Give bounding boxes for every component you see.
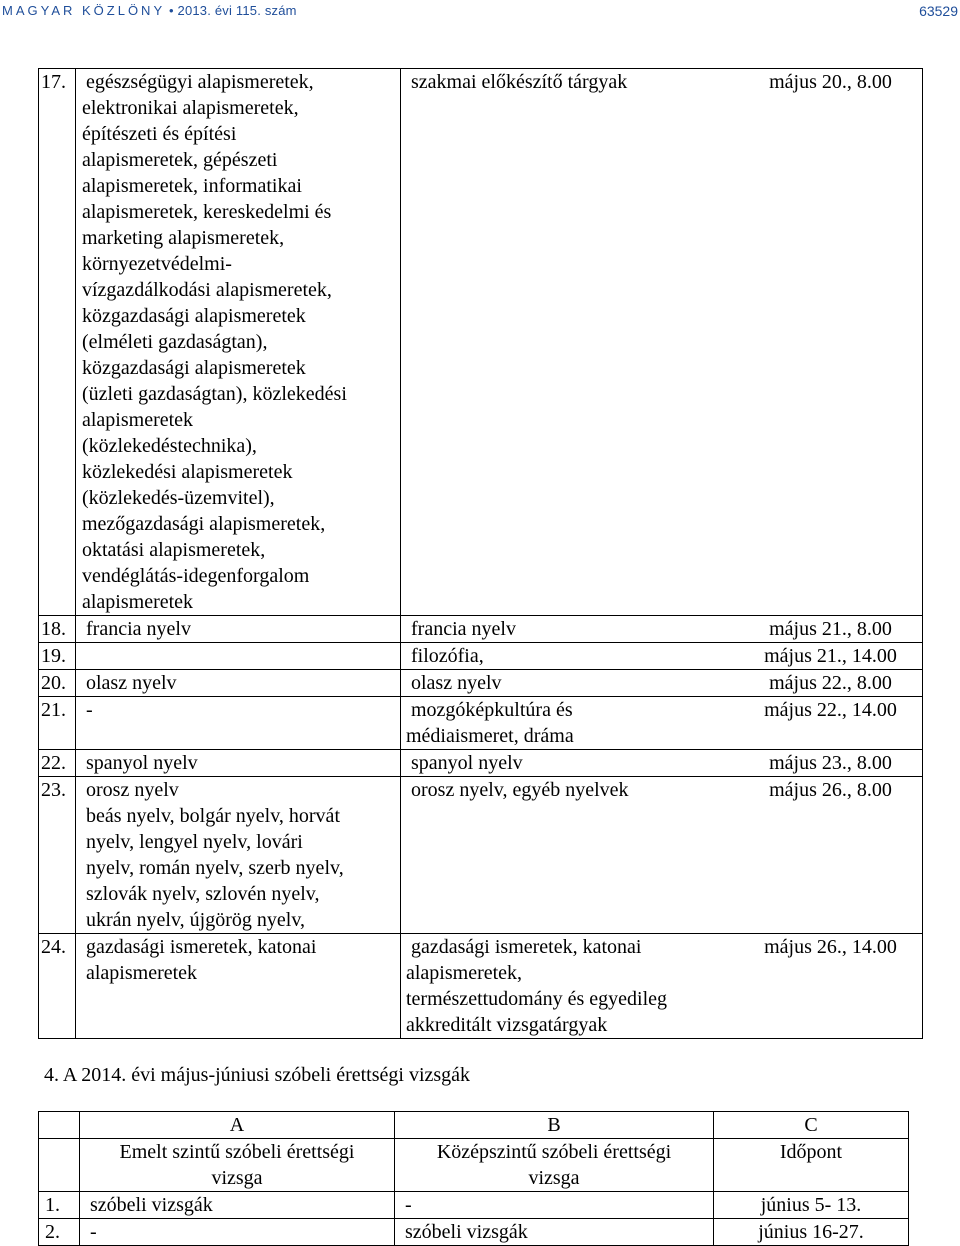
subject-line: közgazdasági alapismeretek <box>82 357 306 379</box>
page-number: 63529 <box>919 3 958 19</box>
exam-subject-cell <box>401 69 740 616</box>
exam-subject-line: spanyol nyelv <box>411 752 523 774</box>
issue-label: 2013. évi 115. szám <box>177 3 297 18</box>
exam-date: május 22., 14.00 <box>739 697 923 750</box>
subject-line: építészeti és építési <box>82 123 237 145</box>
exam-subject-line: akkreditált vizsgatárgyak <box>406 1014 608 1036</box>
subject-cell <box>76 616 401 643</box>
exam-subject-line: orosz nyelv, egyéb nyelvek <box>411 779 629 801</box>
subject-line: nyelv, román nyelv, szerb nyelv, <box>86 857 344 879</box>
subject-line: olasz nyelv <box>86 672 177 694</box>
table-row <box>39 69 923 616</box>
journal-info <box>2 3 297 18</box>
subject-line: egészségügyi alapismeretek, <box>86 71 314 93</box>
subject-line: beás nyelv, bolgár nyelv, horvát <box>86 805 340 827</box>
subject-cell <box>76 750 401 777</box>
exam-date: május 26., 14.00 <box>739 934 923 1039</box>
table-row <box>39 777 923 934</box>
subject-cell <box>76 934 401 1039</box>
exam-date: május 21., 14.00 <box>739 643 923 670</box>
table-row <box>39 934 923 1039</box>
cell-kozep: szóbeli vizsgák <box>395 1219 714 1246</box>
row-number: 17. <box>39 69 76 616</box>
subject-line: ukrán nyelv, újgörög nyelv, <box>86 909 306 931</box>
header-bullet: • <box>168 3 174 18</box>
row-number: 22. <box>39 750 76 777</box>
column-letter-a: A <box>80 1112 395 1139</box>
exam-date: május 26., 8.00 <box>739 777 923 934</box>
table-row <box>39 1192 909 1219</box>
subject-line: gazdasági ismeretek, katonai <box>86 936 317 958</box>
subject-cell <box>76 697 401 750</box>
exam-date: május 22., 8.00 <box>739 670 923 697</box>
exam-subject-line: természettudomány és egyedileg <box>406 988 668 1010</box>
row-number: 2. <box>39 1219 80 1246</box>
subject-line: francia nyelv <box>86 618 191 640</box>
exam-subject-line: filozófia, <box>411 645 484 667</box>
subject-line: közgazdasági alapismeretek <box>82 305 306 327</box>
column-letter-row <box>39 1112 909 1139</box>
column-letter-b: B <box>395 1112 714 1139</box>
row-number: 18. <box>39 616 76 643</box>
column-header-row <box>39 1139 909 1192</box>
oral-exam-table <box>38 1111 909 1246</box>
subject-line: (üzleti gazdaságtan), közlekedési <box>82 383 347 405</box>
row-number: 19. <box>39 643 76 670</box>
exam-subject-line: alapismeretek, <box>406 962 523 984</box>
exam-subject-line: mozgóképkultúra és <box>411 699 573 721</box>
exam-subject-line: médiaismeret, dráma <box>406 725 574 747</box>
corner-cell <box>39 1112 80 1139</box>
exam-subject-cell <box>401 934 740 1039</box>
subject-line: spanyol nyelv <box>86 752 198 774</box>
journal-title: MAGYAR KÖZLÖNY <box>2 3 166 18</box>
subject-line <box>86 643 400 669</box>
exam-subject-cell <box>401 643 740 670</box>
row-number: 24. <box>39 934 76 1039</box>
row-number: 1. <box>39 1192 80 1219</box>
row-number: 21. <box>39 697 76 750</box>
exam-subject-line: olasz nyelv <box>411 672 502 694</box>
subject-line: alapismeretek <box>82 409 194 431</box>
exam-subject-cell <box>401 670 740 697</box>
header-kozep-line: vizsga <box>528 1167 580 1189</box>
subject-line: nyelv, lengyel nyelv, lovári <box>86 831 303 853</box>
exam-date: május 23., 8.00 <box>739 750 923 777</box>
subject-cell <box>76 777 401 934</box>
header-kozep <box>395 1139 714 1192</box>
exam-subject-line: gazdasági ismeretek, katonai <box>411 936 642 958</box>
subject-line: (közlekedéstechnika), <box>82 435 257 457</box>
exam-date: május 20., 8.00 <box>739 69 923 616</box>
exam-schedule-table <box>38 68 923 1039</box>
table-row <box>39 697 923 750</box>
cell-kozep: - <box>395 1192 714 1219</box>
header-emelt <box>80 1139 395 1192</box>
subject-cell <box>76 643 401 670</box>
exam-subject-cell <box>401 777 740 934</box>
subject-line: orosz nyelv <box>86 779 179 801</box>
exam-subject-cell <box>401 750 740 777</box>
subject-line: vendéglátás-idegenforgalom <box>82 565 310 587</box>
table-row <box>39 643 923 670</box>
subject-line: alapismeretek <box>82 591 194 613</box>
exam-subject-cell <box>401 697 740 750</box>
exam-subject-line: szakmai előkészítő tárgyak <box>411 71 628 93</box>
subject-line: mezőgazdasági alapismeretek, <box>82 513 326 535</box>
exam-subject-cell <box>401 616 740 643</box>
cell-idopont: június 5- 13. <box>714 1192 909 1219</box>
table-row <box>39 750 923 777</box>
subject-line: elektronikai alapismeretek, <box>82 97 299 119</box>
subject-line: oktatási alapismeretek, <box>82 539 266 561</box>
exam-date: május 21., 8.00 <box>739 616 923 643</box>
cell-emelt: szóbeli vizsgák <box>80 1192 395 1219</box>
exam-subject-line: francia nyelv <box>411 618 516 640</box>
row-number: 20. <box>39 670 76 697</box>
subject-cell <box>76 69 401 616</box>
header-emelt-line: Emelt szintű szóbeli érettségi <box>119 1141 355 1163</box>
subject-line: - <box>86 699 93 721</box>
subject-line: alapismeretek, gépészeti <box>82 149 278 171</box>
row-number: 23. <box>39 777 76 934</box>
subject-line: szlovák nyelv, szlovén nyelv, <box>86 883 320 905</box>
section-title: 4. A 2014. évi május-júniusi szóbeli érettségi vizsgák <box>44 1064 471 1086</box>
column-letter-c: C <box>714 1112 909 1139</box>
subject-cell <box>76 670 401 697</box>
subject-line: közlekedési alapismeretek <box>82 461 293 483</box>
table-row <box>39 670 923 697</box>
cell-emelt: - <box>80 1219 395 1246</box>
subject-line: alapismeretek, kereskedelmi és <box>82 201 332 223</box>
subject-line: vízgazdálkodási alapismeretek, <box>82 279 332 301</box>
subject-line: környezetvédelmi- <box>82 253 232 275</box>
subject-line: (közlekedés-üzemvitel), <box>82 487 275 509</box>
header-kozep-line: Középszintű szóbeli érettségi <box>436 1141 672 1163</box>
subject-line: marketing alapismeretek, <box>82 227 285 249</box>
cell-idopont: június 16-27. <box>714 1219 909 1246</box>
subject-line: (elméleti gazdaságtan), <box>82 331 268 353</box>
page-header <box>0 0 960 26</box>
corner-cell <box>39 1139 80 1192</box>
header-emelt-line: vizsga <box>211 1167 263 1189</box>
table-row <box>39 616 923 643</box>
subject-line: alapismeretek, informatikai <box>82 175 302 197</box>
header-idopont: Időpont <box>714 1139 909 1192</box>
table-row <box>39 1219 909 1246</box>
subject-line: alapismeretek <box>86 962 198 984</box>
